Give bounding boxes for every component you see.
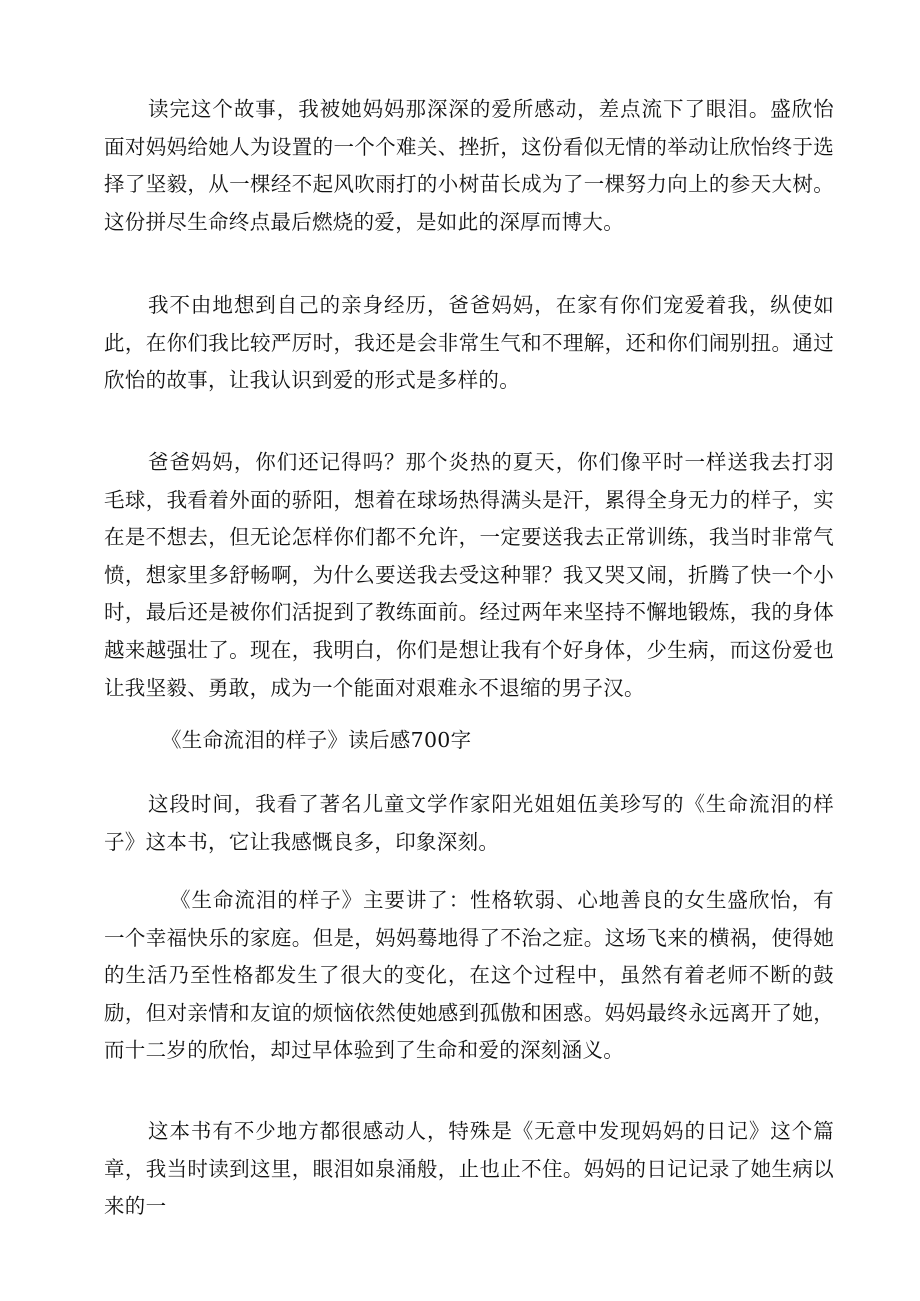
paragraph-personal-experience: 我不由地想到自己的亲身经历，爸爸妈妈，在家有你们宠爱着我，纵使如此，在你们我比较严厉时，我还是会非常生气和不理解，还和你们闹别扭。通过欣怡的故事，让我认识到爱的形式是多样的。 [104,293,834,393]
paragraph-book-intro: 这段时间，我看了著名儿童文学作家阳光姐姐伍美珍写的《生命流泪的样子》这本书，它让我感慨良多，印象深刻。 [104,792,834,854]
paragraph-touching-chapter: 这本书有不少地方都很感动人，特殊是《无意中发现妈妈的日记》这个篇章，我当时读到这里，眼泪如泉涌般，止也止不住。妈妈的日记记录了她生病以来的一 [104,1119,834,1219]
paragraph-book-summary: 《生命流泪的样子》主要讲了：性格软弱、心地善良的女生盛欣怡，有一个幸福快乐的家庭。但是，妈妈蓦地得了不治之症。这场飞来的横祸，使得她的生活乃至性格都发生了很大的变化，在这个过程中，虽然有着老师不断的鼓励，但对亲情和友谊的烦恼依然使她感到孤傲和困惑。妈妈最终永远离开了她，而十二岁的欣怡，却过早体验到了生命和爱的深刻涵义。 [104,888,834,1063]
paragraph-reading-reflection: 读完这个故事，我被她妈妈那深深的爱所感动，差点流下了眼泪。盛欣怡面对妈妈给她人为设置的一个个难关、挫折，这份看似无情的举动让欣怡终于选择了坚毅，从一棵经不起风吹雨打的小树苗长成为了一棵努力向上的参天大树。这份拼尽生命终点最后燃烧的爱，是如此的深厚而博大。 [104,97,834,234]
essay-title: 《生命流泪的样子》读后感700字 [161,728,472,752]
paragraph-badminton-memory: 爸爸妈妈，你们还记得吗？那个炎热的夏天，你们像平时一样送我去打羽毛球，我看着外面的骄阳，想着在球场热得满头是汗，累得全身无力的样子，实在是不想去，但无论怎样你们都不允许，一定要送我去正常训练，我当时非常气愤，想家里多舒畅啊，为什么要送我去受这种罪？我又哭又闹，折腾了快一个小时，最后还是被你们活捉到了教练面前。经过两年来坚持不懈地锻炼，我的身体越来越强壮了。现在，我明白，你们是想让我有个好身体，少生病，而这份爱也让我坚毅、勇敢，成为一个能面对艰难永不退缩的男子汉。 [104,450,834,700]
